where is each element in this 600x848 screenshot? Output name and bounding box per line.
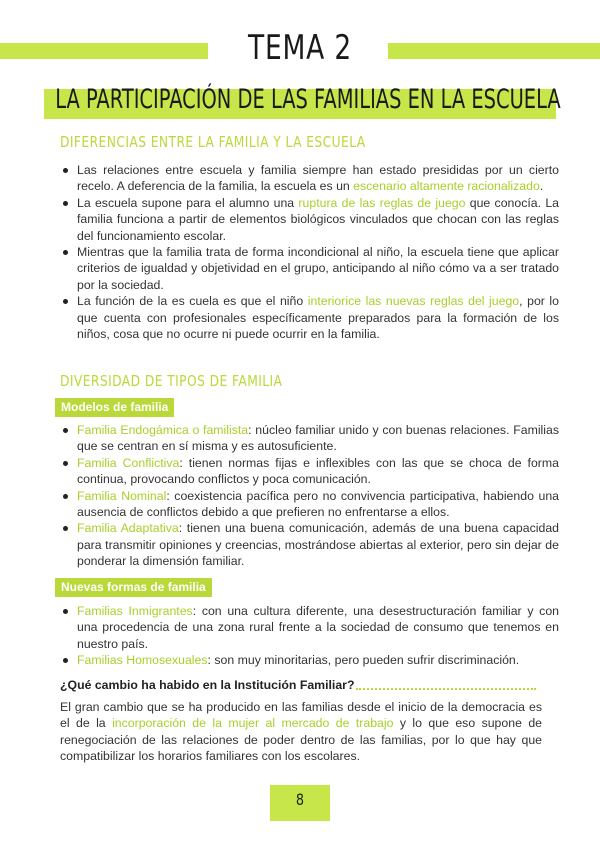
new-forms-list bbox=[60, 603, 559, 669]
dotted-divider bbox=[356, 688, 536, 690]
list-item: Familias Inmigrantes: con una cultura diferente, una desestructuración familiar y con una procedencia de una zona rural frente a la sociedad de consumo que tenemos en nuestro país. bbox=[77, 604, 559, 651]
models-tag: Modelos de familia bbox=[55, 398, 174, 417]
new-forms-tag: Nuevas formas de familia bbox=[55, 578, 212, 597]
list-item: La función de la es cuela es que el niño interiorice las nuevas reglas del juego, por lo que cuenta con profesionales específicamente preparados para la formación de los niños, cosa que no ocurre ni puede ocurrir en la familia. bbox=[77, 294, 560, 342]
section-heading-diversity: DIVERSIDAD DE TIPOS DE FAMILIA bbox=[60, 372, 283, 390]
list-item: Familia Adaptativa: tienen una buena comunicación, además de una buena capacidad para transmitir opiniones y creencias, mostrándose abiertas al exterior, pero sin dejar de ponderar la dimensión familiar. bbox=[77, 521, 559, 569]
list-item: Familia Conflictiva: tienen normas fijas e inflexibles con las que se choca de forma continua, provocando conflictos y poca comunicación. bbox=[77, 455, 559, 487]
list-item: Familias Homosexuales: son muy minoritarias, pero pueden sufrir discriminación. bbox=[77, 652, 559, 668]
section-heading-differences: DIFERENCIAS ENTRE LA FAMILIA Y LA ESCUELA bbox=[60, 133, 366, 151]
page-number: 8 bbox=[295, 790, 305, 809]
question-heading: ¿Qué cambio ha habido en la Institución Familiar? bbox=[60, 678, 355, 692]
list-item: Las relaciones entre escuela y familia siempre han estado presididas por un cierto recelo. A deferencia de la familia, la escuela es un escenario altamente racionalizado. bbox=[77, 163, 559, 194]
list-item: La escuela supone para el alumno una ruptura de las reglas de juego que conocía. La familia funciona a partir de elementos biológicos vinculados que chocan con las reglas del funcionamiento escolar. bbox=[77, 195, 559, 243]
differences-list bbox=[60, 162, 559, 342]
list-item: Familia Endogámica o familista: núcleo familiar unido y con buenas relaciones. Familias que se centran en sí misma y es autosuficiente. bbox=[77, 423, 559, 454]
page-title: LA PARTICIPACIÓN DE LAS FAMILIAS EN LA ESCUELA bbox=[55, 84, 561, 115]
list-item: Familia Nominal: coexistencia pacífica pero no convivencia participativa, habiendo una ausencia de conflictos debido a que prefieren no enfrentarse a ellos. bbox=[77, 488, 559, 520]
models-list bbox=[60, 422, 559, 570]
topic-title: TEMA 2 bbox=[248, 28, 352, 68]
answer-paragraph: El gran cambio que se ha producido en las familias desde el inicio de la democracia es el de la incorporación de la mujer al mercado de trabajo y lo que eso supone de renegociación de las relaciones de poder dentro de las familias, por lo que hay que compatibilizar los horarios familiares con los escolares. bbox=[60, 700, 542, 764]
list-item: Mientras que la familia trata de forma incondicional al niño, la escuela tiene que aplicar criterios de igualdad y objetividad en el grupo, anticipando al niño cómo va a ser tratado por la sociedad. bbox=[77, 245, 559, 292]
